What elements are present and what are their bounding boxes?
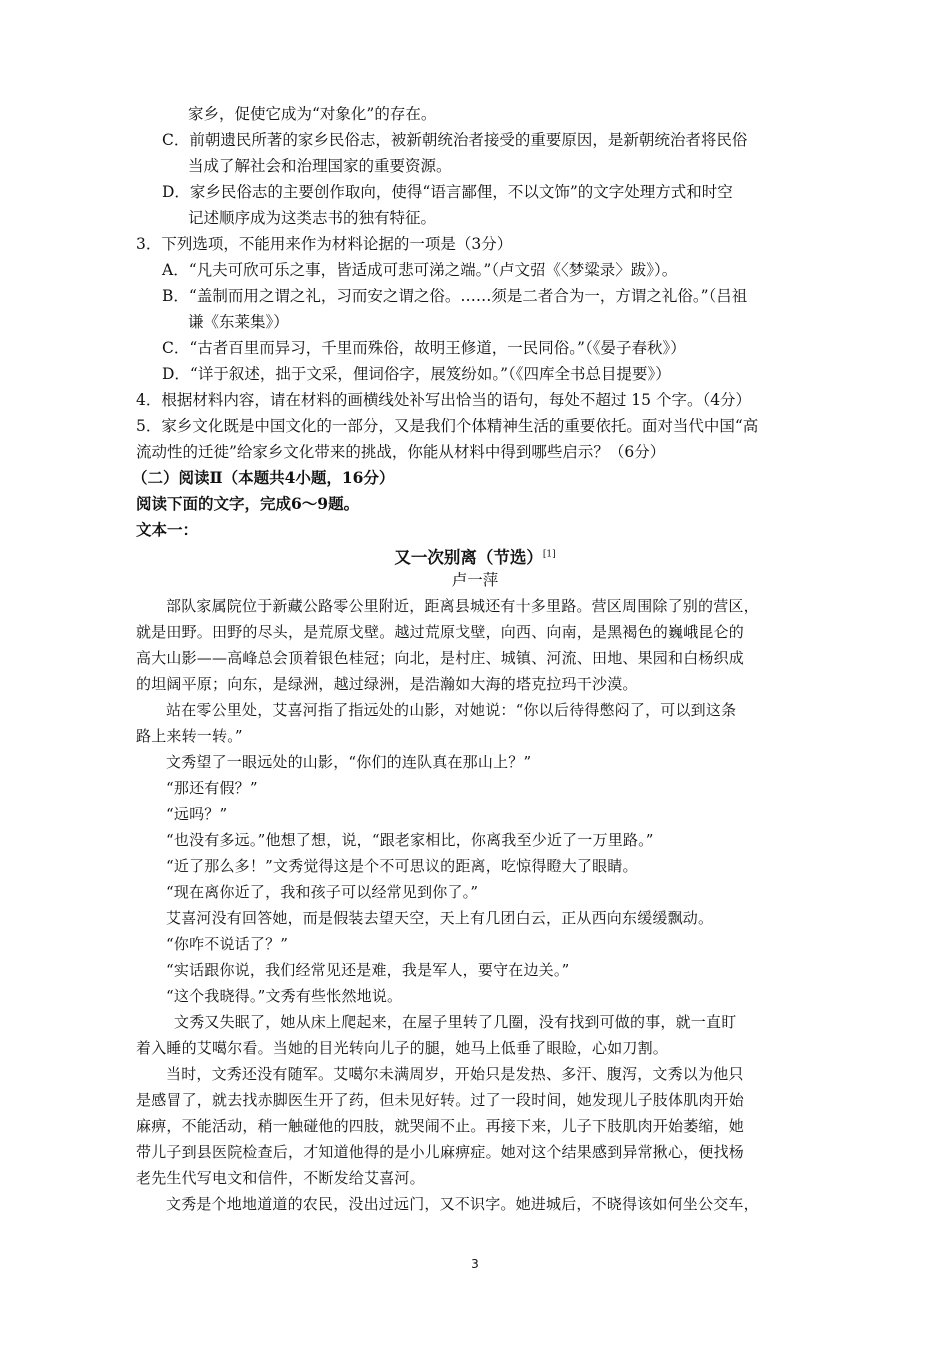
story-author: 卢一萍 [451,571,499,589]
q3-option-d: D．“详于叙述，拙于文采，俚词俗字，展笈纷如。”（《四库全书总目提要》） [162,365,671,383]
story-line: “你咋不说话了？” [166,935,289,953]
story-line: 站在零公里处，艾喜河指了指远处的山影，对她说：“你以后待得憋闷了，可以到这条 [166,701,737,719]
story-line: “也没有多远。”他想了想，说，“跟老家相比，你离我至少近了一万里路。” [166,831,654,849]
story-line: 路上来转一转。” [136,727,243,745]
story-line: 就是田野。田野的尽头，是荒原戈壁。越过荒原戈壁，向西、向南，是黑褐色的巍峨昆仑的 [136,623,745,641]
story-line: 艾喜河没有回答她，而是假装去望天空，天上有几团白云，正从西向东缓缓飘动。 [166,909,714,927]
option-d-line2: 记述顺序成为这类志书的独有特征。 [188,209,437,227]
question-4: 4．根据材料内容，请在材料的画横线处补写出恰当的语句，每处不超过 15 个字。（4分） [136,391,752,409]
story-line: 的坦阔平原；向东，是绿洲，越过绿洲，是浩瀚如大海的塔克拉玛干沙漠。 [136,675,638,693]
question-5-line2: 流动性的迁徙”给家乡文化带来的挑战，你能从材料中得到哪些启示？（6分） [136,443,666,461]
q3-option-a: A．“凡夫可欣可乐之事，皆适成可悲可涕之端。”（卢文弨《〈梦粱录〉跋》）。 [162,261,678,279]
story-line: 着入睡的艾噶尔看。当她的目光转向儿子的腿，她马上低垂了眼睑，心如刀割。 [136,1039,669,1057]
option-d-line1: D．家乡民俗志的主要创作取向，使得“语言鄙俚，不以文饰”的文字处理方式和时空 [162,183,733,201]
story-line: 文秀又失眠了，她从床上爬起来，在屋子里转了几圈，没有找到可做的事，就一直盯 [174,1013,737,1031]
story-line: 是感冒了，就去找赤脚医生开了药，但未见好转。过了一段时间，她发现儿子肢体肌肉开始 [136,1091,745,1109]
question-3: 3．下列选项，不能用来作为材料论据的一项是（3分） [136,235,513,253]
story-line: “那还有假？” [166,779,258,797]
story-line: 老先生代写电文和信件，不断发给艾喜河。 [136,1169,425,1187]
option-c-line1: C．前朝遗民所著的家乡民俗志，被新朝统治者接受的重要原因，是新朝统治者将民俗 [162,131,748,149]
story-line: 带儿子到县医院检查后，才知道他得的是小儿麻痹症。她对这个结果感到异常揪心，便找杨 [136,1143,745,1161]
section-heading: （二）阅读Ⅱ（本题共4小题，16分） [132,468,395,487]
story-line: “现在离你近了，我和孩子可以经常见到你了。” [166,883,479,901]
q3-option-b-line2: 谦《东莱集》） [188,313,289,331]
story-line: “近了那么多！”文秀觉得这是个不可思议的距离，吃惊得瞪大了眼睛。 [166,857,638,875]
story-line: 当时，文秀还没有随军。艾噶尔未满周岁，开始只是发热、多汗、腹泻，文秀以为他只 [166,1065,744,1083]
text-label: 文本一： [136,520,199,539]
story-line: 部队家属院位于新藏公路零公里附近，距离县城还有十多里路。营区周围除了别的营区， [166,597,759,615]
footnote-mark: [1] [542,549,556,560]
question-5-line1: 5．家乡文化既是中国文化的一部分，又是我们个体精神生活的重要依托。面对当代中国“高 [136,417,759,435]
story-title-text: 又一次别离（节选） [394,548,543,567]
option-c-line2: 当成了解社会和治理国家的重要资源。 [188,157,452,175]
story-line: 麻痹，不能活动，稍一触碰他的四肢，就哭闹不止。再接下来，儿子下肢肌肉开始萎缩，她 [136,1117,745,1135]
page-number: 3 [471,1257,479,1271]
story-title [0,544,950,568]
story-line: 高大山影——高峰总会顶着银色桂冠；向北，是村庄、城镇、河流、田地、果园和白杨织成 [136,649,745,667]
story-line: “实话跟你说，我们经常见还是难，我是军人，要守在边关。” [166,961,570,979]
story-line: “这个我晓得。”文秀有些怅然地说。 [166,987,403,1005]
story-line: “远吗？” [166,805,228,823]
section-instruction: 阅读下面的文字，完成6～9题。 [136,494,360,513]
story-line: 文秀望了一眼远处的山影，“你们的连队真在那山上？” [166,753,532,771]
q3-option-b-line1: B．“盖制而用之谓之礼，习而安之谓之俗。……须是二者合为一，方谓之礼俗。”（吕祖 [162,287,748,305]
q3-option-c: C．“古者百里而异习，千里而殊俗，故明王修道，一民同俗。”（《晏子春秋》） [162,339,686,357]
story-line: 文秀是个地地道道的农民，没出过远门，又不识字。她进城后，不晓得该如何坐公交车， [166,1195,759,1213]
option-b-continuation: 家乡，促使它成为“对象化”的存在。 [188,105,437,123]
